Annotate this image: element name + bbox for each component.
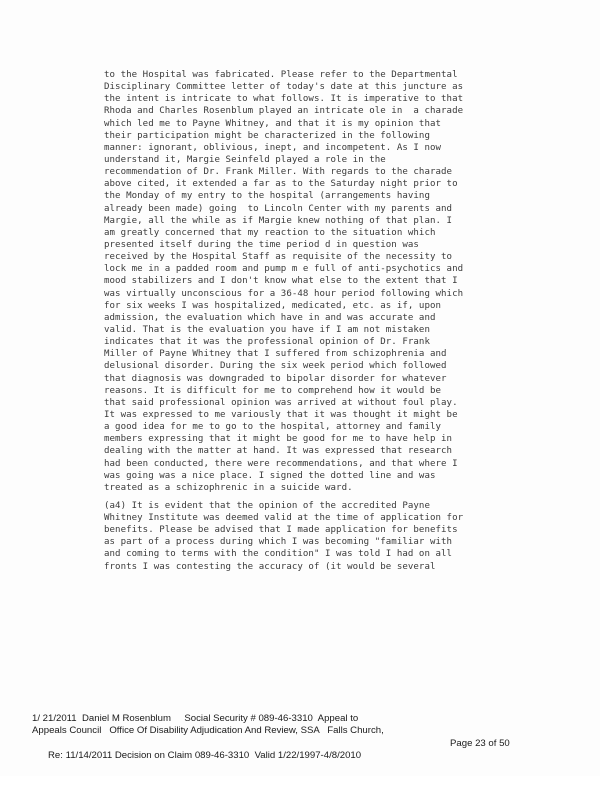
text-line: Miller of Payne Whitney that I suffered from schizophrenia and (104, 349, 447, 360)
paragraph-1 (104, 69, 556, 494)
page-number: Page 23 of 50 (450, 737, 510, 749)
text-line: understand it, Margie Seinfeld played a role in the (104, 154, 386, 165)
text-line: above cited, it extended a far as to the Saturday night prior to (104, 179, 458, 190)
text-line: lock me in a padded room and pump m e full of anti-psychotics and (104, 264, 464, 275)
text-line: reasons. It is difficult for me to comprehend how it would be (104, 385, 442, 396)
text-line: am greatly concerned that my reaction to the situation which (104, 227, 436, 238)
text-line: dealing with the matter at hand. It was expressed that research (104, 446, 453, 457)
text-line: which led me to Payne Whitney, and that it is my opinion that (104, 118, 442, 129)
footer-claim-text: Re: 11/14/2011 Decision on Claim 089-46-3310 Valid 1/22/1997-4/8/2010 (48, 750, 362, 762)
text-line: that said professional opinion was arrived at without foul play. (104, 397, 458, 408)
text-line: admission, the evaluation which have in and was accurate and (104, 312, 436, 323)
text-line: Rhoda and Charles Rosenblum played an intricate ole in a charade (104, 106, 464, 117)
text-line: to the Hospital was fabricated. Please refer to the Departmental (104, 70, 458, 80)
text-line: manner: ignorant, oblivious, inept, and incompetent. As I now (104, 142, 442, 153)
text-line: fronts I was contesting the accuracy of (it would be several (104, 561, 436, 572)
text-line: valid. That is the evaluation you have if I am not mistaken (104, 324, 430, 335)
text-line: delusional disorder. During the six week period which followed (104, 361, 447, 372)
text-line: a good idea for me to go to the hospital, attorney and family (104, 422, 442, 433)
text-line: indicates that it was the professional opinion of Dr. Frank (104, 337, 430, 348)
text-line: was virtually unconscious for a 36-48 hour period following which (104, 288, 464, 299)
text-line: presented itself during the time period d in question was (104, 239, 419, 250)
paragraph-2 (104, 500, 556, 573)
text-line: members expressing that it might be good for me to have help in (104, 434, 453, 445)
text-line: Margie, all the while as if Margie knew nothing of that plan. I (104, 215, 453, 226)
text-line: for six weeks I was hospitalized, medicated, etc. as if, upon (104, 300, 442, 311)
letter-body (104, 69, 556, 573)
text-line: had been conducted, there were recommendations, and that where I (104, 458, 458, 469)
text-line: that diagnosis was downgraded to bipolar disorder for whatever (104, 373, 447, 384)
text-line: already been made) going to Lincoln Center with my parents and (104, 203, 453, 214)
text-line: It was expressed to me variously that it was thought it might be (104, 409, 458, 420)
footer-line-1: 1/ 21/2011 Daniel M Rosenblum Social Security # 089-46-3310 Appeal to (32, 713, 359, 724)
text-line: was going was a nice place. I signed the dotted line and was (104, 470, 436, 481)
text-line: (a4) It is evident that the opinion of the accredited Payne (104, 500, 430, 511)
text-line: as part of a process during which I was becoming "familiar with (104, 537, 453, 548)
footer-line-2: Appeals Council Office Of Disability Adjudication And Review, SSA Falls Church, (32, 725, 384, 737)
text-line: their participation might be characterized in the following (104, 130, 430, 141)
text-line: received by the Hospital Staff as requisite of the necessity to (104, 252, 453, 263)
text-line: mood stabilizers and I don't know what else to the extent that I (104, 276, 458, 287)
text-line: the intent is intricate to what follows. It is imperative to that (104, 94, 464, 105)
footer-line-3 (32, 738, 572, 787)
text-line: Whitney Institute was deemed valid at the time of application for (104, 513, 464, 524)
text-line: Disciplinary Committee letter of today's date at this juncture as (104, 82, 464, 93)
text-line: benefits. Please be advised that I made application for benefits (104, 525, 458, 536)
text-line: recommendation of Dr. Frank Miller. With regards to the charade (104, 167, 453, 178)
text-line: treated as a schizophrenic in a suicide ward. (104, 482, 353, 493)
text-line: the Monday of my entry to the hospital (arrangements having (104, 191, 430, 202)
text-line: and coming to terms with the condition" I was told I had on all (104, 549, 453, 560)
